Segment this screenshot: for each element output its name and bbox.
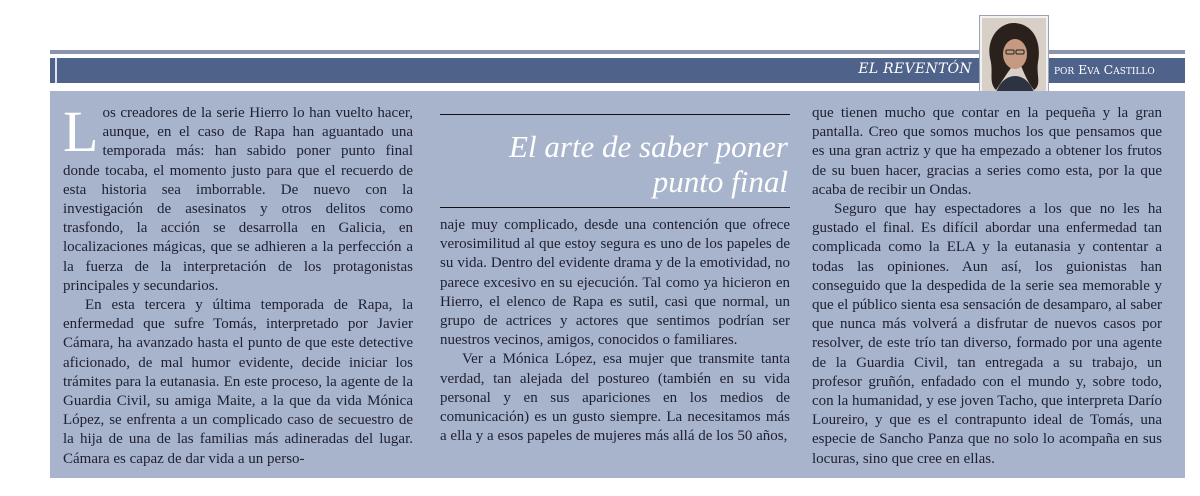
paragraph-1 [63, 99, 413, 296]
paragraph-1-text: os creadores de la serie Hierro lo han vuelto hacer, aunque, en el caso de Rapa han aguantado una temporada más: han sabido poner punto final donde tocaba, el momento justo para que el recuerdo de esta historia sea imborrable. De nuevo con la investigación de asesinatos y otros delitos como trasfondo, la acción se desarrolla en Galicia, en localizaciones mágicas, que se adhieren a la perfección a la fuerza de la interpretación de los protagonistas principales y secundarios. [63, 105, 413, 294]
author-portrait-icon [982, 18, 1046, 102]
paragraph-6: Seguro que hay espectadores a los que no les ha gustado el final. Es difícil abordar una enfermedad tan complicada como la ELA y la eutanasia y contentar a todas las opiniones. Aun así, los guionistas han conseguido que la despedida de la serie sea memorable y que el público sienta esa sensación de desamparo, al saber que nunca más volverá a disfrutar de nuevos casos por resolver, de este trío tan diverso, formado por una agente de la Guardia Civil, tan entregada a su trabajo, un profesor gruñón, enfadado con el mundo y, sobre todo, con la humanidad, y ese joven Tacho, que interpreta Darío Loureiro, y que es el contrapunto ideal de Tomás, una especie de Sancho Panza que no solo lo acompaña en sus locuras, sino que cree en ellas. [812, 201, 1162, 467]
title-block [440, 114, 790, 208]
article-column-2 [440, 216, 790, 446]
author-byline: por Eva Castillo [1054, 62, 1155, 77]
section-name: EL REVENTÓN [858, 61, 972, 77]
article-title: El arte de saber poner punto final [509, 129, 788, 199]
paragraph-4: Ver a Mónica López, esa mujer que transmite tanta verdad, tan alejada del postureo (también en su vida personal y en sus apariciones en los medios de comunicación) es un gusto siempre. La necesitamos más a ella y a esos papeles de mujeres más allá de los 50 años, [440, 351, 790, 445]
paragraph-2: En esta tercera y última temporada de Rapa, la enfermedad que sufre Tomás, interpretado por Javier Cámara, ha avanzado hasta el punto de que este detective aficionado, de mal humor evidente, decide iniciar los trámites para la eutanasia. En este proceso, la agente de la Guardia Civil, su amiga Maite, a la que da vida Mónica López, se enfrenta a un complicado caso de secuestro de la hija de una de las familias más adineradas del lugar. Cámara es capaz de dar vida a un perso- [63, 297, 413, 467]
article-column-3 [812, 104, 1162, 469]
dropcap: L [63, 99, 99, 164]
paragraph-3: naje muy complicado, desde una contención que ofrece verosimilitud al que estoy segura es uno de los papeles de su vida. Dentro del evidente drama y de la emotividad, no parece excesivo en su ejecución. Tal como ya hicieron en Hierro, el elenco de Rapa es sutil, casi que normal, un grupo de actrices y actores que sentimos podrían ser nuestros vecinos, amigos, conocidos o familiares. [440, 217, 790, 349]
article-column-1 [63, 99, 413, 469]
paragraph-5: que tienen mucho que contar en la pequeña y la gran pantalla. Creo que somos muchos los que pensamos que es una gran actriz y que ha empezado a obtener los frutos de su buen hacer, gracias a series como esta, por la que acaba de recibir un Ondas. [812, 105, 1162, 198]
